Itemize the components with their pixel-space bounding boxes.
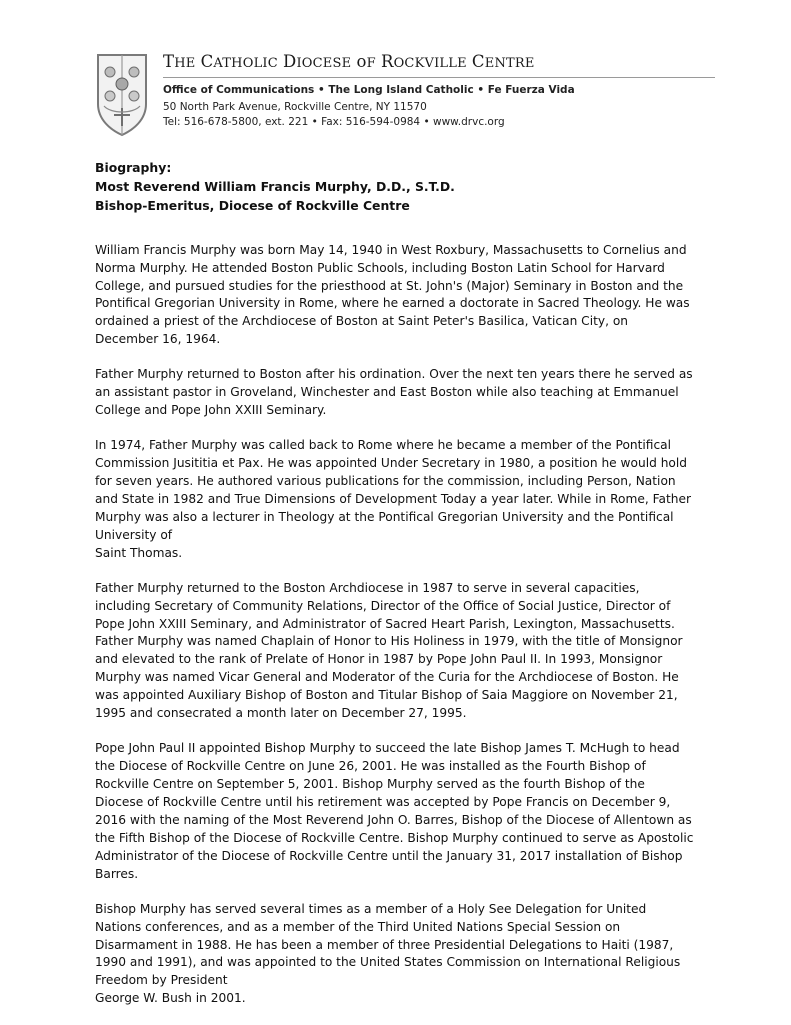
heading-line-2: Most Reverend William Francis Murphy, D.D., S.T.D.	[95, 179, 455, 195]
office-line: Office of Communications • The Long Island Catholic • Fe Fuerza Vida	[163, 84, 575, 96]
letterhead-divider	[163, 77, 715, 78]
diocesan-coat-of-arms-icon	[95, 52, 149, 138]
document-body	[95, 158, 695, 1025]
address-line: 50 North Park Avenue, Rockville Centre, NY 11570	[163, 101, 427, 113]
heading-line-3: Bishop-Emeritus, Diocese of Rockville Centre	[95, 198, 410, 214]
body-paragraph: In 1974, Father Murphy was called back to Rome where he became a member of the Pontifical Commission Jusititia et Pax. He was appointed Under Secretary in 1980, a position he would hold for seven years. He authored various publications for the commission, including Person, Nation and State in 1982 and True Dimensions of Development Today a year later. While in Rome, Father Murphy was also a lecturer in Theology at the Pontifical Gregorian University and the Pontifical University of Saint Thomas.	[95, 438, 691, 560]
body-paragraph: Bishop Murphy has served several times as a member of a Holy See Delegation for United Nations conferences, and as a member of the Third United Nations Special Session on Disarmament in 1988. He has been a member of three Presidential Delegations to Haiti (1987, 1990 and 1991), and was appointed to the United States Commission on International Religious Freedom by President George W. Bush in 2001.	[95, 901, 681, 1006]
biography-heading	[95, 158, 695, 216]
body-paragraph: William Francis Murphy was born May 14, 1940 in West Roxbury, Massachusetts to Cornelius and Norma Murphy. He attended Boston Public Schools, including Boston Latin School for Harvard College, and pursued studies for the priesthood at St. John's (Major) Seminary in Boston and the Pontifical Gregorian University in Rome, where he earned a doctorate in Sacred Theology. He was ordained a priest of the Archdiocese of Boston at Saint Peter's Basilica, Vatican City, on December 16, 1964.	[95, 242, 690, 347]
body-paragraph: Father Murphy returned to the Boston Archdiocese in 1987 to serve in several capacities, including Secretary of Community Relations, Director of the Office of Social Justice, Director of Pope John XXIII Seminary, and Administrator of Sacred Heart Parish, Lexington, Massachusetts. Father Murphy was named Chaplain of Honor to His Holiness in 1979, with the title of Monsignor and elevated to the rank of Prelate of Honor in 1987 by Pope John Paul II. In 1993, Monsignor Murphy was named Vicar General and Moderator of the Curia for the Archdiocese of Boston. He was appointed Auxiliary Bishop of Boston and Titular Bishop of Saia Maggiore on November 21, 1995 and consecrated a month later on December 27, 1995.	[95, 580, 683, 721]
letterhead	[95, 50, 705, 138]
letterhead-text	[163, 50, 715, 131]
organization-name: THE CATHOLIC DIOCESE oF ROCKVILLE CENTRE	[163, 52, 535, 71]
contact-line: Tel: 516-678-5800, ext. 221 • Fax: 516-594-0984 • www.drvc.org	[163, 116, 505, 128]
heading-line-1: Biography:	[95, 160, 172, 175]
body-paragraph: Pope John Paul II appointed Bishop Murphy to succeed the late Bishop James T. McHugh to head the Diocese of Rockville Centre on June 26, 2001. He was installed as the Fourth Bishop of Rockville Centre on September 5, 2001. Bishop Murphy served as the fourth Bishop of the Diocese of Rockville Centre until his retirement was accepted by Pope Francis on December 9, 2016 with the naming of the Most Reverend John O. Barres, Bishop of the Diocese of Allentown as the Fifth Bishop of the Diocese of Rockville Centre. Bishop Murphy continued to serve as Apostolic Administrator of the Diocese of Rockville Centre until the January 31, 2017 installation of Bishop Barres.	[95, 741, 694, 881]
body-paragraph: Father Murphy returned to Boston after his ordination. Over the next ten years there he served as an assistant pastor in Groveland, Winchester and East Boston while also teaching at Emmanuel College and Pope John XXIII Seminary.	[95, 367, 693, 418]
